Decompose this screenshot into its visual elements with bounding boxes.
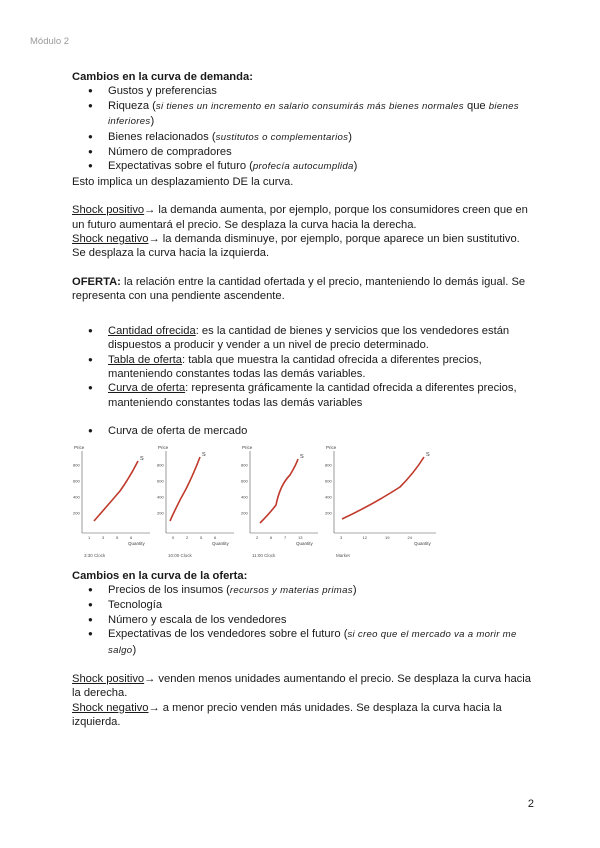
y-tick-label: 200 — [241, 510, 248, 516]
quantity-label: Quantity — [296, 540, 313, 546]
curve-label: S — [300, 453, 304, 460]
x-tick-label: 6 — [270, 534, 273, 540]
supply-charts — [72, 443, 532, 561]
chart-caption: 3:30 Clock — [84, 552, 106, 558]
y-tick-label: 400 — [325, 494, 332, 500]
list-item: ● Gustos y preferencias — [72, 84, 532, 98]
y-tick-label: 600 — [325, 478, 332, 484]
supply-curve — [170, 457, 200, 521]
list-item: ● Curva de oferta: representa gráficamente la cantidad ofrecida a diferentes precios, manteniendo constantes todas las demás variables — [72, 381, 532, 410]
supply-shock-positive: Shock positivo→ venden menos unidades aumentando el precio. Se desplaza la curva hacia la derecha. — [72, 672, 531, 700]
demand-shock-positive: Shock positivo→ la demanda aumenta, por ejemplo, porque los consumidores creen que en un futuro aumentará el precio. Se desplaza la curva hacia la derecha. — [72, 204, 528, 231]
quantity-label: Quantity — [128, 540, 145, 546]
y-tick-label: 800 — [325, 462, 332, 468]
market-list — [72, 424, 532, 438]
list-item: ● Número de compradores — [72, 145, 532, 159]
x-tick-label: 2 — [186, 534, 189, 540]
list-item: ● Número y escala de los vendedores — [72, 613, 532, 627]
y-tick-label: 200 — [73, 510, 80, 516]
price-label: Price — [74, 444, 85, 450]
x-tick-label: 2 — [256, 534, 259, 540]
page-header: Módulo 2 — [30, 36, 70, 47]
oferta-definition: OFERTA: la relación entre la cantidad ofertada y el precio, manteniendo lo demás igual. Se representa con una pendiente ascendente. — [72, 275, 526, 303]
list-item: ● Tecnología — [72, 598, 532, 612]
list-item: ● Riqueza (si tienes un incremento en salario consumirás más bienes normales que bienes inferiores) — [72, 99, 532, 130]
curve-label: S — [426, 451, 430, 458]
supply-curve — [94, 461, 138, 521]
x-tick-label: 7 — [284, 534, 287, 540]
supply-changes-heading: Cambios en la curva de la oferta: — [72, 569, 248, 582]
list-item: ● Expectativas de los vendedores sobre el futuro (si creo que el mercado va a morir me salgo) — [72, 627, 532, 658]
supply-chart-1 — [72, 443, 158, 561]
list-item: ● Bienes relacionados (sustitutos o complementarios) — [72, 130, 532, 145]
y-tick-label: 200 — [325, 510, 332, 516]
chart-svg — [156, 443, 242, 561]
y-tick-label: 400 — [157, 494, 164, 500]
y-tick-label: 600 — [157, 478, 164, 484]
x-tick-label: 3 — [340, 534, 343, 540]
demand-shock-negative: Shock negativo→ la demanda disminuye, por ejemplo, porque aparece un bien sustitutivo. Se desplaza la curva hacia la izquierda. — [72, 233, 520, 260]
supply-chart-market — [324, 443, 444, 561]
y-tick-label: 200 — [157, 510, 164, 516]
chart-svg — [72, 443, 158, 561]
supply-curve — [260, 459, 298, 523]
curve-label: S — [202, 451, 206, 458]
supply-shock-negative: Shock negativo→ a menor precio venden más unidades. Se desplaza la curva hacia la izquierda. — [72, 701, 502, 729]
x-tick-label: 3 — [102, 534, 105, 540]
list-item: ● Expectativas sobre el futuro (profecía autocumplida) — [72, 159, 532, 174]
document-body — [72, 70, 532, 730]
supply-chart-3 — [240, 443, 326, 561]
x-tick-label: 13 — [298, 534, 303, 540]
y-tick-label: 800 — [241, 462, 248, 468]
chart-svg — [324, 443, 444, 561]
chart-caption: 11:00 Clock — [252, 552, 276, 558]
chart-svg — [240, 443, 326, 561]
y-tick-label: 400 — [241, 494, 248, 500]
x-tick-label: 0 — [172, 534, 175, 540]
supply-chart-2 — [156, 443, 242, 561]
page-number: 2 — [527, 798, 534, 810]
chart-caption: Market — [336, 552, 350, 558]
supply-changes-list — [72, 583, 532, 658]
quantity-label: Quantity — [414, 540, 431, 546]
chart-caption: 10:00 Clock — [168, 552, 192, 558]
x-tick-label: 1 — [88, 534, 91, 540]
demand-list — [72, 84, 532, 174]
y-tick-label: 600 — [241, 478, 248, 484]
list-item: ● Tabla de oferta: tabla que muestra la cantidad ofrecida a diferentes precios, manteniendo constantes todas las demás variables. — [72, 353, 532, 382]
x-tick-label: 5 — [116, 534, 119, 540]
quantity-label: Quantity — [212, 540, 229, 546]
list-item: ● Precios de los insumos (recursos y materias primas) — [72, 583, 532, 598]
y-tick-label: 400 — [73, 494, 80, 500]
price-label: Price — [326, 444, 337, 450]
x-tick-label: 6 — [130, 534, 133, 540]
x-tick-label: 24 — [407, 534, 412, 540]
oferta-list — [72, 324, 532, 410]
x-tick-label: 5 — [200, 534, 203, 540]
price-label: Price — [158, 444, 169, 450]
x-tick-label: 19 — [385, 534, 390, 540]
x-tick-label: 12 — [362, 534, 367, 540]
price-label: Price — [242, 444, 253, 450]
supply-curve — [342, 457, 424, 519]
list-item: ● Curva de oferta de mercado — [72, 424, 532, 438]
x-tick-label: 6 — [214, 534, 217, 540]
curve-label: S — [140, 455, 144, 462]
demand-heading: Cambios en la curva de demanda: — [72, 71, 253, 83]
y-tick-label: 600 — [73, 478, 80, 484]
demand-implies: Esto implica un desplazamiento DE la curva. — [72, 175, 294, 188]
y-tick-label: 800 — [157, 462, 164, 468]
y-tick-label: 800 — [73, 462, 80, 468]
list-item: ● Cantidad ofrecida: es la cantidad de bienes y servicios que los vendedores están dispuestos a producir y vender a un nivel de precio determinado. — [72, 324, 532, 353]
